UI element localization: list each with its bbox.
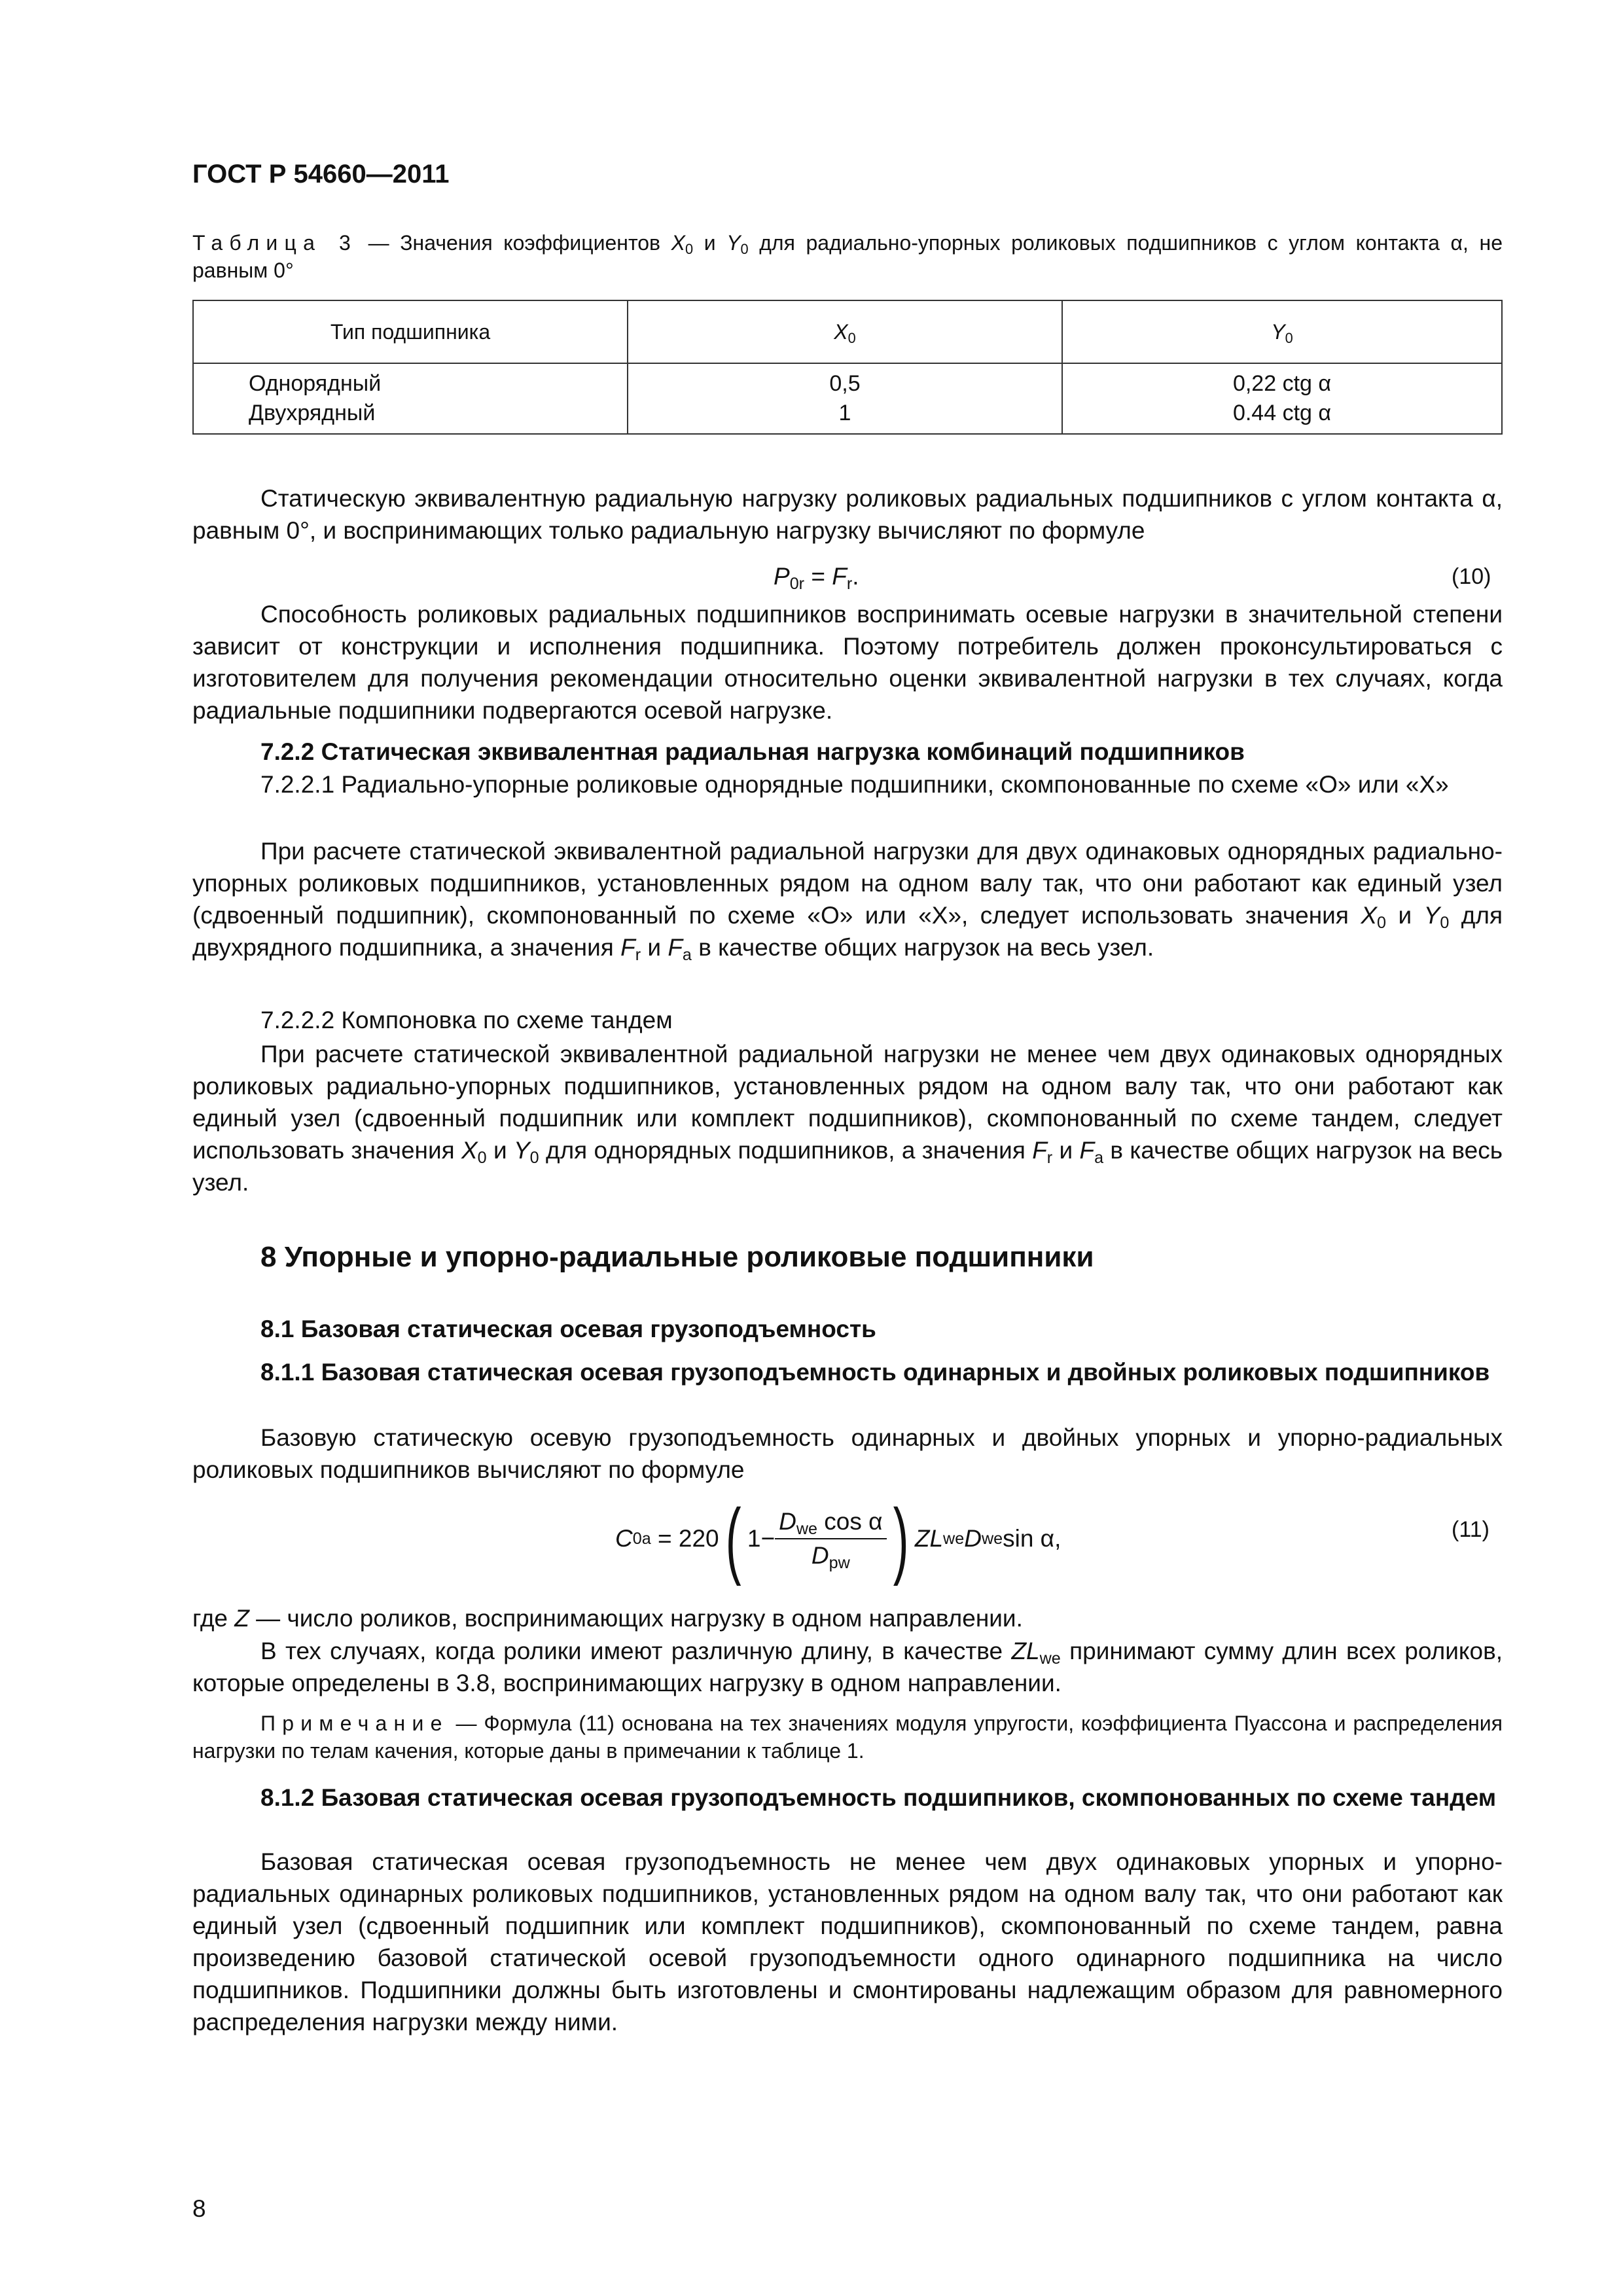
header-y0 (1062, 300, 1502, 363)
p4-and2: и (1052, 1137, 1080, 1164)
p6-z: Z (234, 1605, 249, 1632)
section-7-2-2-heading: 7.2.2 Статическая эквивалентная радиальная нагрузка комбинаций подшипников (260, 738, 1245, 765)
p7-zl-sub: we (1039, 1649, 1061, 1668)
p4-x: X (461, 1137, 478, 1164)
p3-and2: и (641, 934, 668, 961)
formula-11-den-d: D (811, 1542, 829, 1569)
formula-11-num-we: we (796, 1520, 818, 1539)
formula-10-f: F (832, 563, 847, 590)
section-8-1-2-heading: 8.1.2 Базовая статическая осевая грузоподъемность подшипников, скомпонованных по схеме тандем (260, 1784, 1497, 1811)
p7-text-a: В тех случаях, когда ролики имеют различную длину, в качестве (260, 1638, 1012, 1664)
p6-text-b: — число роликов, воспринимающих нагрузку в одном направлении. (249, 1605, 1023, 1632)
p4-and: и (486, 1137, 514, 1164)
paragraph-o-x-arrangement (192, 835, 1503, 963)
cell-type (193, 363, 628, 434)
table-caption-x-sub: 0 (685, 241, 694, 258)
p3-text-c: в качестве общих нагрузок на весь узел. (691, 934, 1154, 961)
p4-x-sub: 0 (477, 1149, 487, 1168)
p3-text-a: При расчете статической эквивалентной радиальной нагрузки для двух одинаковых однорядных радиально-упорных роликовых подшипников, установленных рядом на одном валу так, что они работают как единый узел (сдвоенный подшипник), скомпонованный по схеме «О» или «Х», следует использовать значения (192, 838, 1503, 929)
table-caption-and: и (693, 231, 727, 255)
formula-11-eq: = 220 (651, 1525, 719, 1552)
paragraph-static-radial-load: Статическую эквивалентную радиальную нагрузку роликовых радиальных подшипников с углом контакта α, равным 0°, и воспринимающих только радиальную нагрузку вычисляют по формуле (192, 485, 1503, 544)
page-number: 8 (192, 2195, 206, 2222)
paragraph-axial-capacity: Способность роликовых радиальных подшипников воспринимать осевые нагрузки в значительной степени зависит от конструкции и исполнения подшипника. Поэтому потребитель должен проконсультироваться с изготовителем для получения рекомендации относительно оценки эквивалентной нагрузки в тех случаях, когда радиальные подшипники подвергаются осевой нагрузке. (192, 601, 1503, 724)
p4-fr-sub: r (1046, 1149, 1053, 1168)
formula-10-number: (10) (1452, 564, 1491, 589)
p4-text-b: для однорядных подшипников, а значения (539, 1137, 1033, 1164)
note-label: Примечание (260, 1712, 449, 1735)
p7-zl: ZL (1011, 1638, 1040, 1664)
header-x0 (628, 300, 1062, 363)
p4-fa-sub: a (1094, 1149, 1104, 1168)
row-y0-double: 0.44 ctg α (1232, 401, 1332, 425)
formula-11-denominator (808, 1539, 854, 1573)
p3-and: и (1386, 902, 1424, 929)
paragraph-z-definition (192, 1602, 1503, 1634)
formula-11-num-cos: cos α (817, 1508, 883, 1535)
note-paragraph (192, 1710, 1503, 1765)
p7-text-b: принимают сумму длин всех роликов, которые определены в 3.8, воспринимающих нагрузку в одном направлении. (192, 1638, 1503, 1696)
section-8-1-heading: 8.1 Базовая статическая осевая грузоподъемность (260, 1316, 876, 1342)
formula-10 (774, 563, 859, 594)
p3-x-sub: 0 (1377, 914, 1387, 933)
formula-11-right-paren: ) (893, 1491, 909, 1587)
table-caption-x: X (671, 231, 685, 255)
p3-fr: F (620, 934, 635, 961)
formula-11-one: 1− (747, 1525, 776, 1552)
table-caption-y: Y (726, 231, 741, 255)
p3-y: Y (1423, 902, 1440, 929)
table-caption-dash: — Значения коэффициентов (357, 231, 671, 255)
header-y-sub: 0 (1285, 329, 1293, 346)
document-header: ГОСТ Р 54660—2011 (192, 160, 450, 188)
section-7-2-2-1-heading: 7.2.2.1 Радиально-упорные роликовые однорядные подшипники, скомпонованные по схеме «О» или «Х» (260, 771, 1449, 798)
header-y-letter: Y (1271, 319, 1285, 344)
formula-11-num-d: D (779, 1508, 796, 1535)
formula-11-fraction (775, 1508, 886, 1573)
formula-10-eq: = (804, 563, 832, 590)
p4-y: Y (513, 1137, 530, 1164)
p3-fr-sub: r (635, 946, 641, 965)
cell-x0 (628, 363, 1062, 434)
paragraph-roller-length (192, 1635, 1503, 1699)
cell-y0 (1062, 363, 1502, 434)
table-caption-prefix: Таблица 3 (192, 231, 358, 255)
table-header-row (193, 300, 1502, 363)
formula-10-p: P (774, 563, 790, 590)
header-bearing-type: Тип подшипника (193, 300, 628, 363)
paragraph-tandem-arrangement (192, 1038, 1503, 1198)
table-caption (192, 229, 1503, 284)
coefficients-table (192, 300, 1503, 435)
table-caption-y-sub: 0 (740, 241, 749, 258)
p3-fa: F (668, 934, 683, 961)
p4-fr: F (1032, 1137, 1047, 1164)
formula-11-c: C (615, 1525, 633, 1552)
row-x0-single: 0,5 (829, 371, 861, 396)
formula-10-end: . (852, 563, 859, 590)
formula-11: C 0a = 220 ( 1− $\frac{D_{we} \cos \alpha}{D_{pw}}$ ) ZL we D we sin α, (615, 1491, 1061, 1587)
table-row (193, 363, 1502, 434)
p3-text-b: для двухрядного подшипника, а значения (192, 902, 1503, 961)
section-8-1-1-heading: 8.1.1 Базовая статическая осевая грузоподъемность одинарных и двойных роликовых подшипников (260, 1359, 1490, 1386)
formula-11-sin: sin α, (1003, 1525, 1061, 1552)
p6-text-a: где (192, 1605, 235, 1632)
formula-10-p-sub: 0r (789, 575, 805, 594)
formula-11-den-pw: pw (829, 1554, 850, 1573)
section-8-heading: 8 Упорные и упорно-радиальные роликовые подшипники (260, 1241, 1094, 1273)
paragraph-axial-formula-intro: Базовую статическую осевую грузоподъемность одинарных и двойных упорных и упорно-радиальных роликовых подшипников вычисляют по формуле (192, 1424, 1503, 1483)
paragraph-tandem-axial-capacity: Базовая статическая осевая грузоподъемность не менее чем двух одинаковых упорных и упорно-радиальных одинарных роликовых подшипников, установленных рядом на одном валу так, что они работают как единый узел (сдвоенный подшипник или комплект подшипников), скомпонованный по схеме тандем, равна произведению базовой статической осевой грузоподъемности одного одинарного подшипника на число подшипников. Подшипники должны быть изготовлены и смонтированы надлежащим образом для равномерного распределения нагрузки между ними. (192, 1848, 1503, 2036)
header-x-letter: X (834, 319, 848, 344)
p4-fa: F (1079, 1137, 1095, 1164)
formula-11-numerator (775, 1508, 886, 1539)
note-text: — Формула (11) основана на тех значениях модуля упругости, коэффициента Пуассона и распределения нагрузки по телам качения, которые даны в примечании к таблице 1. (192, 1712, 1503, 1763)
row-type-double: Двухрядный (249, 401, 376, 425)
formula-11-d2: D (964, 1525, 982, 1552)
p3-x: X (1361, 902, 1378, 929)
row-x0-double: 1 (838, 401, 851, 425)
p3-y-sub: 0 (1440, 914, 1450, 933)
p4-y-sub: 0 (529, 1149, 539, 1168)
formula-11-number: (11) (1452, 1517, 1489, 1542)
header-x-sub: 0 (847, 329, 856, 346)
table-caption-rest: для радиально-упорных роликовых подшипников с углом контакта α, не равным 0° (192, 231, 1503, 282)
formula-11-zl: ZL (914, 1525, 944, 1552)
p4-text-a: При расчете статической эквивалентной радиальной нагрузки не менее чем двух одинаковых однорядных роликовых радиально-упорных подшипников, установленных рядом на одном валу так, что они работают как единый узел (сдвоенный подшипник или комплект подшипников), скомпонованный по схеме тандем, следует использовать значения (192, 1041, 1503, 1164)
p4-text-c: в качестве общих нагрузок на весь узел. (192, 1137, 1503, 1196)
formula-10-f-sub: r (846, 575, 853, 594)
row-type-single: Однорядный (249, 371, 382, 396)
section-7-2-2-2-heading: 7.2.2.2 Компоновка по схеме тандем (260, 1007, 673, 1033)
row-y0-single: 0,22 ctg α (1232, 371, 1332, 396)
formula-11-left-paren: ( (725, 1491, 741, 1587)
p3-fa-sub: a (682, 946, 692, 965)
